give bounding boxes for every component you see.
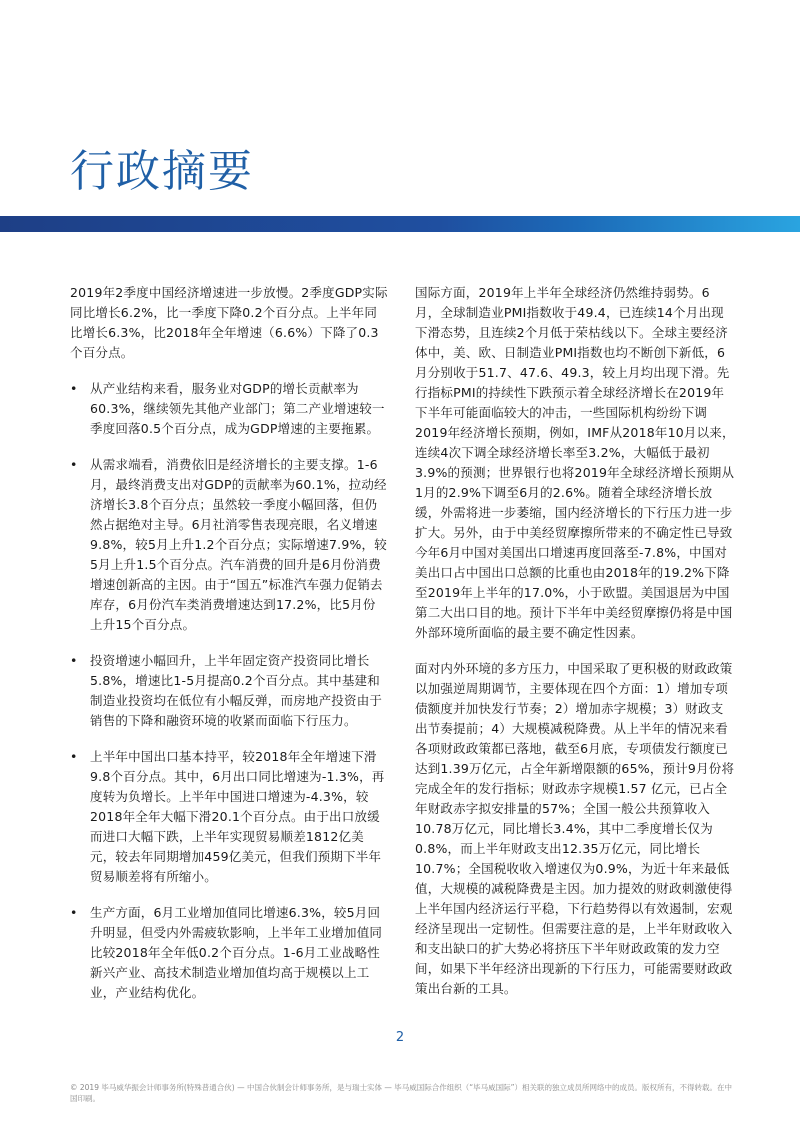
intro-paragraph: 2019年2季度中国经济增速进一步放慢。2季度GDP实际同比增长6.2%，比一季度下降0.2个百分点。上半年同比增长6.3%，比2018年全年增速（6.6%）下降了0.3个百分点。 xyxy=(70,285,388,360)
bullet-icon: • xyxy=(70,381,78,396)
header-color-bar xyxy=(0,216,800,232)
list-item xyxy=(70,903,388,1003)
bullet-icon: • xyxy=(70,905,78,920)
bullet-list xyxy=(70,379,388,1003)
list-item xyxy=(70,455,388,635)
bullet-text: 从需求端看，消费依旧是经济增长的主要支撑。1-6月，最终消费支出对GDP的贡献率为60.1%，拉动经济增长3.8个百分点；虽然较一季度小幅回落，但仍然占据绝对主导。6月社消零售表现亮眼，名义增速9.8%，较5月上升1.2个百分点；实际增速7.9%，较5月上升1.5个百分点。汽车消费的回升是6月份消费增速创新高的主因。由于“国五”标准汽车强力促销去库存，6月份汽车类消费增速达到17.2%，比5月份上升15个百分点。 xyxy=(90,457,387,632)
left-column xyxy=(70,283,388,1019)
page-number: 2 xyxy=(395,1030,405,1045)
copyright-footer: © 2019 毕马威华振会计师事务所(特殊普通合伙) — 中国合伙制会计师事务所，是与瑞士实体 — 毕马威国际合作组织（“毕马威国际”）相关联的独立成员所网络中的成员。版权所有，不得转载。在中国印刷。 xyxy=(70,1083,733,1103)
international-paragraph: 国际方面，2019年上半年全球经济仍然维持弱势。6月，全球制造业PMI指数收于49.4，已连续14个月出现下滑态势，且连续2个月低于荣枯线以下。全球主要经济体中，美、欧、日制造业PMI指数也均不断创下新低，6月分别收于51.7、47.6、49.3，较上月均出现下滑。先行指标PMI的持续性下跌预示着全球经济增长在2019年下半年可能面临较大的冲击，一些国际机构纷纷下调2019年经济增长预期，例如，IMF从2018年10月以来，连续4次下调全球经济增长率至3.2%，大幅低于最初3.9%的预测；世界银行也将2019年全球经济增长预期从1月的2.9%下调至6月的2.6%。随着全球经济增长放缓，外需将进一步萎缩，国内经济增长的下行压力进一步扩大。另外，由于中美经贸摩擦所带来的不确定性已导致今年6月中国对美国出口增速再度回落至-7.8%，中国对美出口占中国出口总额的比重也由2018年的19.2%下降至2019年上半年的17.0%，小于欧盟。美国退居为中国第二大出口目的地。预计下半年中美经贸摩擦仍将是中国外部环境所面临的最主要不确定性因素。 xyxy=(415,285,735,640)
bullet-text: 从产业结构来看，服务业对GDP的增长贡献率为60.3%，继续领先其他产业部门；第二产业增速较一季度回落0.5个百分点，成为GDP增速的主要拖累。 xyxy=(90,381,385,436)
bullet-icon: • xyxy=(70,749,78,764)
bullet-text: 投资增速小幅回升，上半年固定资产投资同比增长5.8%，增速比1-5月提高0.2个百分点。其中基建和制造业投资均在低位有小幅反弹，而房地产投资由于销售的下降和融资环境的收紧而面临下行压力。 xyxy=(90,653,383,728)
list-item xyxy=(70,747,388,887)
bullet-icon: • xyxy=(70,457,78,472)
fiscal-policy-paragraph: 面对内外环境的多方压力，中国采取了更积极的财政政策以加强逆周期调节，主要体现在四个方面：1）增加专项债额度并加快发行节奏；2）增加赤字规模；3）财政支出节奏提前；4）大规模减税降费。从上半年的情况来看各项财政政策都已落地，截至6月底，专项债发行额度已达到1.39万亿元，占全年新增限额的65%，预计9月份将完成全年的发行指标；财政赤字规模1.57 亿元，已占全年财政赤字拟安排量的57%；全国一般公共预算收入10.78万亿元，同比增长3.4%，其中二季度增长仅为0.8%，而上半年财政支出12.35万亿元，同比增长10.7%；全国税收收入增速仅为0.9%，为近十年来最低值，大规模的减税降费是主因。加力提效的财政刺激使得上半年国内经济运行平稳，下行趋势得以有效遏制，宏观经济呈现出一定韧性。但需要注意的是，上半年财政收入和支出缺口的扩大势必将挤压下半年财政政策的发力空间，如果下半年经济出现新的下行压力，可能需要财政政策出台新的工具。 xyxy=(415,661,735,996)
bullet-text: 生产方面，6月工业增加值同比增速6.3%，较5月回升明显，但受内外需疲软影响，上半年工业增加值同比较2018年全年低0.2个百分点。1-6月工业战略性新兴产业、高技术制造业增加值均高于规模以上工业，产业结构优化。 xyxy=(90,905,383,1000)
right-column xyxy=(415,283,735,1015)
bullet-text: 上半年中国出口基本持平，较2018年全年增速下滑9.8个百分点。其中，6月出口同比增速为-1.3%，再度转为负增长。上半年中国进口增速为-4.3%，较2018年全年大幅下滑20.1个百分点。由于出口放缓而进口大幅下跌，上半年实现贸易顺差1812亿美元，较去年同期增加459亿美元，但我们预期下半年贸易顺差将有所缩小。 xyxy=(90,749,385,884)
bullet-icon: • xyxy=(70,653,78,668)
list-item xyxy=(70,651,388,731)
page-title: 行政摘要 xyxy=(70,146,254,197)
list-item xyxy=(70,379,388,439)
